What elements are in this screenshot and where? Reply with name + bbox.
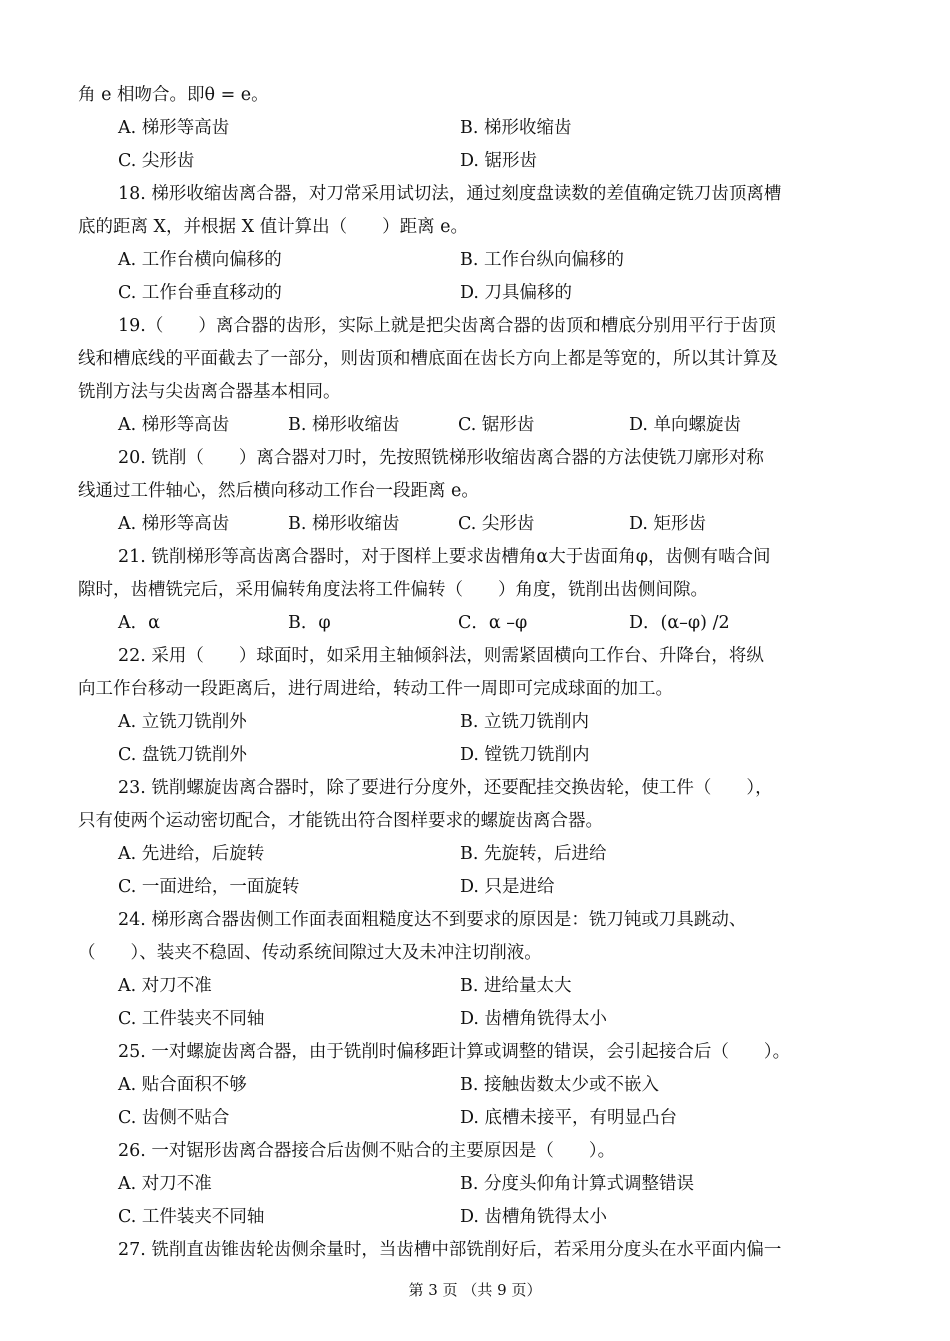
answer-option: A. 立铣刀铣削外 xyxy=(118,712,247,732)
question-stem: 26. 一对锯形齿离合器接合后齿侧不贴合的主要原因是（ ）。 xyxy=(118,1141,616,1161)
question-text-line: 底的距离 X，并根据 X 值计算出（ ）距离 e。 xyxy=(78,217,469,237)
question-stem: 20. 铣削（ ）离合器对刀时，先按照铣梯形收缩齿离合器的方法使铣刀廓形对称 xyxy=(118,448,764,468)
answer-options-row xyxy=(118,739,872,772)
answer-option: D. 镗铣刀铣削内 xyxy=(460,745,590,765)
answer-options-row xyxy=(118,244,872,277)
answer-option: C. 工件装夹不同轴 xyxy=(118,1207,265,1227)
answer-option: B. 工作台纵向偏移的 xyxy=(460,250,624,270)
question-stem: 23. 铣削螺旋齿离合器时，除了要进行分度外，还要配挂交换齿轮，使工件（ ）， xyxy=(118,778,773,798)
question-stem: 18. 梯形收缩齿离合器，对刀常采用试切法，通过刻度盘读数的差值确定铣刀齿顶离槽 xyxy=(118,184,782,204)
answer-option: C. 齿侧不贴合 xyxy=(118,1108,230,1128)
answer-option: A. 工作台横向偏移的 xyxy=(118,250,282,270)
answer-options-row xyxy=(118,508,872,541)
answer-option: A. 梯形等高齿 xyxy=(118,514,230,534)
answer-option: A. 梯形等高齿 xyxy=(118,118,230,138)
answer-options-row xyxy=(118,1201,872,1234)
question-stem: 22. 采用（ ）球面时，如采用主轴倾斜法，则需紧固横向工作台、升降台，将纵 xyxy=(118,646,764,666)
answer-options-row xyxy=(118,145,872,178)
question-stem: 19.（ ）离合器的齿形，实际上就是把尖齿离合器的齿顶和槽底分别用平行于齿顶 xyxy=(118,316,776,336)
answer-options-row xyxy=(118,277,872,310)
answer-option: D. 矩形齿 xyxy=(629,514,707,534)
question-stem: 21. 铣削梯形等高齿离合器时，对于图样上要求齿槽角α大于齿面角φ，齿侧有啮合间 xyxy=(118,547,771,567)
question-text-line: 线和槽底线的平面截去了一部分，则齿顶和槽底面在齿长方向上都是等宽的，所以其计算及 xyxy=(78,349,778,369)
answer-option: B. 立铣刀铣削内 xyxy=(460,712,589,732)
question-stem: 25. 一对螺旋齿离合器，由于铣削时偏移距计算或调整的错误，会引起接合后（ ）。 xyxy=(118,1042,791,1062)
answer-option: A. 先进给，后旋转 xyxy=(118,844,265,864)
answer-option: B．φ xyxy=(288,613,331,633)
question-text-line: 隙时，齿槽铣完后，采用偏转角度法将工件偏转（ ）角度，铣削出齿侧间隙。 xyxy=(78,580,708,600)
question-text-line: 线通过工件轴心，然后横向移动工作台一段距离 e。 xyxy=(78,481,479,501)
answer-option: C. 工件装夹不同轴 xyxy=(118,1009,265,1029)
answer-option: A. 贴合面积不够 xyxy=(118,1075,247,1095)
answer-option: B. 分度头仰角计算式调整错误 xyxy=(460,1174,694,1194)
page-footer: 第 3 页 （共 9 页） xyxy=(408,1281,542,1299)
answer-option: B. 先旋转，后进给 xyxy=(460,844,607,864)
answer-option: D．(α–φ) /2 xyxy=(629,613,730,633)
answer-option: A. 对刀不准 xyxy=(118,1174,212,1194)
answer-option: C．α –φ xyxy=(458,613,528,633)
answer-option: D. 底槽未接平，有明显凸台 xyxy=(460,1108,678,1128)
answer-options-row xyxy=(118,871,872,904)
answer-options-row xyxy=(118,970,872,1003)
question-text-line: 向工作台移动一段距离后，进行周进给，转动工件一周即可完成球面的加工。 xyxy=(78,679,673,699)
answer-option: C. 工作台垂直移动的 xyxy=(118,283,282,303)
question-text-line: 只有使两个运动密切配合，才能铣出符合图样要求的螺旋齿离合器。 xyxy=(78,811,603,831)
answer-option: D. 锯形齿 xyxy=(460,151,538,171)
answer-option: B. 梯形收缩齿 xyxy=(288,415,400,435)
answer-options-row xyxy=(118,409,872,442)
answer-options-row xyxy=(118,838,872,871)
answer-option: D. 齿槽角铣得太小 xyxy=(460,1009,608,1029)
answer-option: C. 尖形齿 xyxy=(118,151,195,171)
answer-option: A．α xyxy=(118,613,160,633)
answer-option: C. 一面进给，一面旋转 xyxy=(118,877,300,897)
answer-options-row xyxy=(118,112,872,145)
answer-options-row xyxy=(118,706,872,739)
answer-options-row xyxy=(118,1069,872,1102)
answer-option: B. 接触齿数太少或不嵌入 xyxy=(460,1075,659,1095)
answer-option: B. 梯形收缩齿 xyxy=(460,118,572,138)
answer-option: C. 锯形齿 xyxy=(458,415,535,435)
question-stem: 24. 梯形离合器齿侧工作面表面粗糙度达不到要求的原因是：铣刀钝或刀具跳动、 xyxy=(118,910,747,930)
answer-option: C. 尖形齿 xyxy=(458,514,535,534)
answer-options-row xyxy=(118,1168,872,1201)
answer-option: D. 齿槽角铣得太小 xyxy=(460,1207,608,1227)
answer-option: A. 梯形等高齿 xyxy=(118,415,230,435)
answer-option: B. 进给量太大 xyxy=(460,976,572,996)
question-text-line: 角 e 相吻合。即θ = e。 xyxy=(78,85,269,105)
answer-option: B. 梯形收缩齿 xyxy=(288,514,400,534)
answer-option: A. 对刀不准 xyxy=(118,976,212,996)
answer-option: D. 刀具偏移的 xyxy=(460,283,573,303)
question-text-line: 铣削方法与尖齿离合器基本相同。 xyxy=(78,382,341,402)
answer-options-row xyxy=(118,1102,872,1135)
question-stem: 27. 铣削直齿锥齿轮齿侧余量时，当齿槽中部铣削好后，若采用分度头在水平面内偏一 xyxy=(118,1240,782,1260)
answer-options-row xyxy=(118,1003,872,1036)
question-text-line: （ ）、装夹不稳固、传动系统间隙过大及未冲注切削液。 xyxy=(78,943,542,963)
answer-option: C. 盘铣刀铣削外 xyxy=(118,745,247,765)
answer-options-row xyxy=(118,607,872,640)
answer-option: D. 单向螺旋齿 xyxy=(629,415,742,435)
answer-option: D. 只是进给 xyxy=(460,877,555,897)
